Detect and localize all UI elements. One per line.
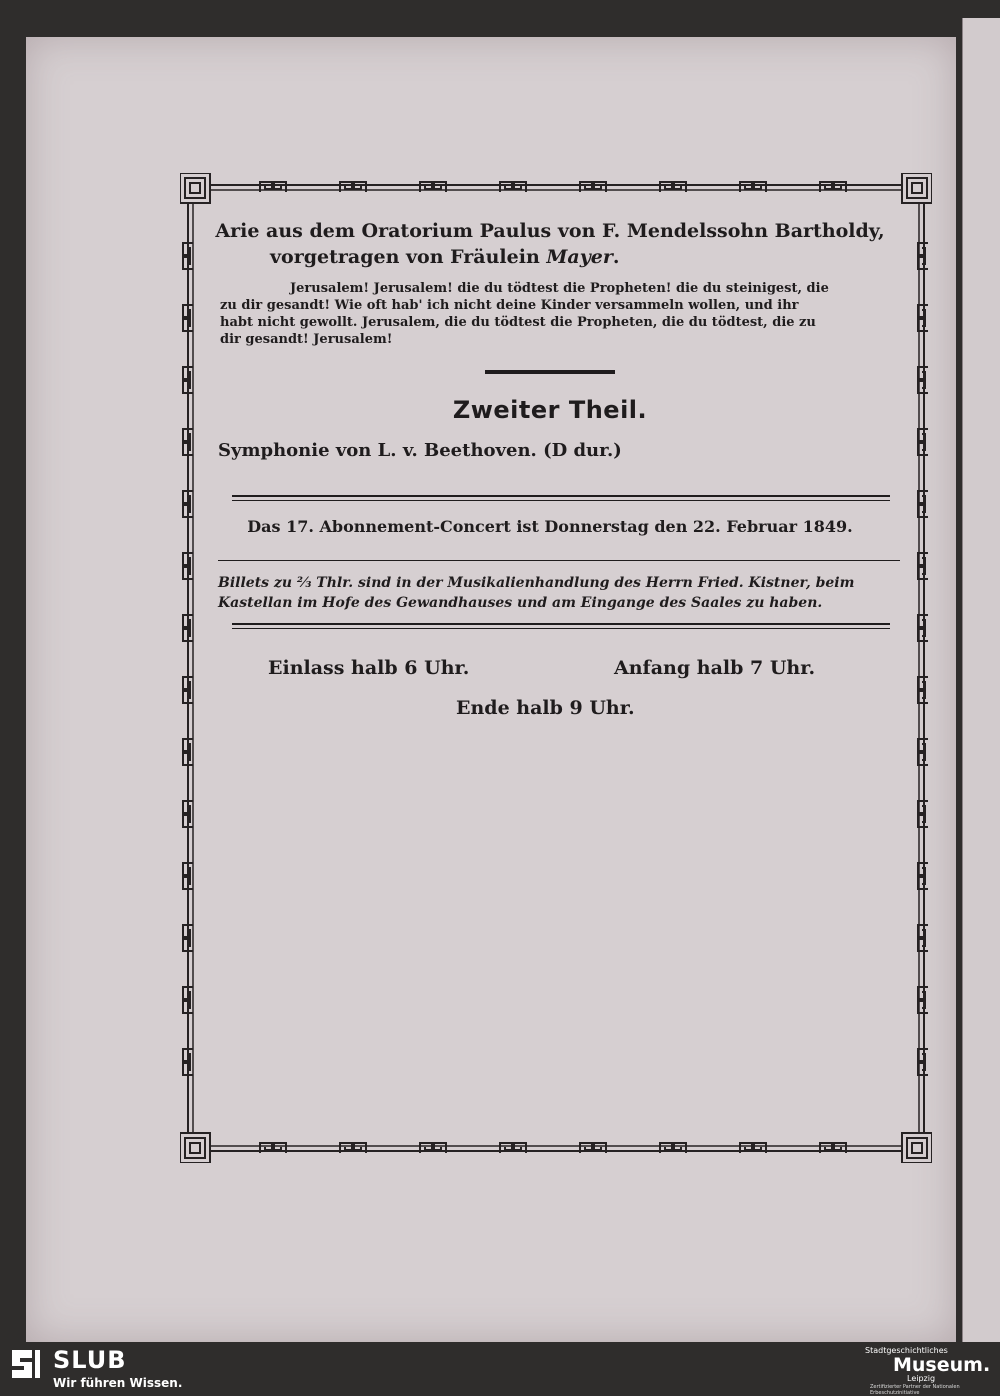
lyrics-line-2: zu dir gesandt! Wie oft hab' ich nicht deine Kinder versammeln wollen, und ihr: [220, 298, 799, 313]
aria-heading: [200, 218, 900, 270]
divider-double: [232, 495, 890, 501]
entry-time: Einlass halb 6 Uhr.: [268, 657, 470, 679]
program-content: [200, 218, 900, 747]
lyrics-line-1: Jerusalem! Jerusalem! die du tödtest die Propheten! die du steinigest, die: [290, 281, 829, 296]
divider-double-2: [232, 623, 890, 629]
museum-name: Museum.: [893, 1354, 991, 1376]
lyrics-line-4: dir gesandt! Jerusalem!: [220, 332, 393, 347]
symphony-line: Symphonie von L. v. Beethoven. (D dur.): [218, 440, 622, 461]
next-concert-notice: Das 17. Abonnement-Concert ist Donnerstag den 22. Februar 1849.: [247, 517, 853, 536]
lyrics-line-3: habt nicht gewollt. Jerusalem, die du tödtest die Propheten, die du tödtest, die zu: [220, 315, 816, 330]
museum-cert: Zertifizierter Partner der Nationalen Erbeschutzinitiative: [870, 1384, 960, 1396]
divider-short: [485, 370, 615, 374]
ticket-info-line2: Kastellan im Hofe des Gewandhauses und am Eingange des Saales zu haben.: [218, 595, 823, 611]
ticket-info: [200, 573, 900, 613]
ticket-info-line1: Billets zu ⅔ Thlr. sind in der Musikalienhandlung des Herrn Fried. Kistner, beim: [218, 575, 855, 591]
start-time: Anfang halb 7 Uhr.: [614, 657, 816, 679]
slub-logo-icon: [10, 1348, 42, 1380]
aria-heading-line1: Arie aus dem Oratorium Paulus von F. Mendelssohn Bartholdy,: [215, 220, 885, 242]
slub-name: SLUB: [53, 1346, 127, 1374]
museum-city: Leipzig: [907, 1374, 936, 1383]
aria-lyrics: [200, 280, 900, 348]
divider-single: [218, 560, 900, 561]
slub-tagline: Wir führen Wissen.: [53, 1376, 183, 1390]
adjacent-page-edge: [962, 18, 1000, 1342]
aria-heading-line2: [200, 244, 900, 270]
museum-prefix: Stadtgeschichtliches: [865, 1346, 948, 1355]
part-two-title: Zweiter Theil.: [452, 396, 648, 424]
aria-performer-prefix: vorgetragen von Fräulein: [270, 246, 547, 268]
aria-performer-suffix: .: [612, 246, 620, 268]
concert-times: [200, 657, 900, 747]
end-time: Ende halb 9 Uhr.: [456, 697, 635, 719]
aria-performer-name: Mayer: [546, 246, 613, 268]
